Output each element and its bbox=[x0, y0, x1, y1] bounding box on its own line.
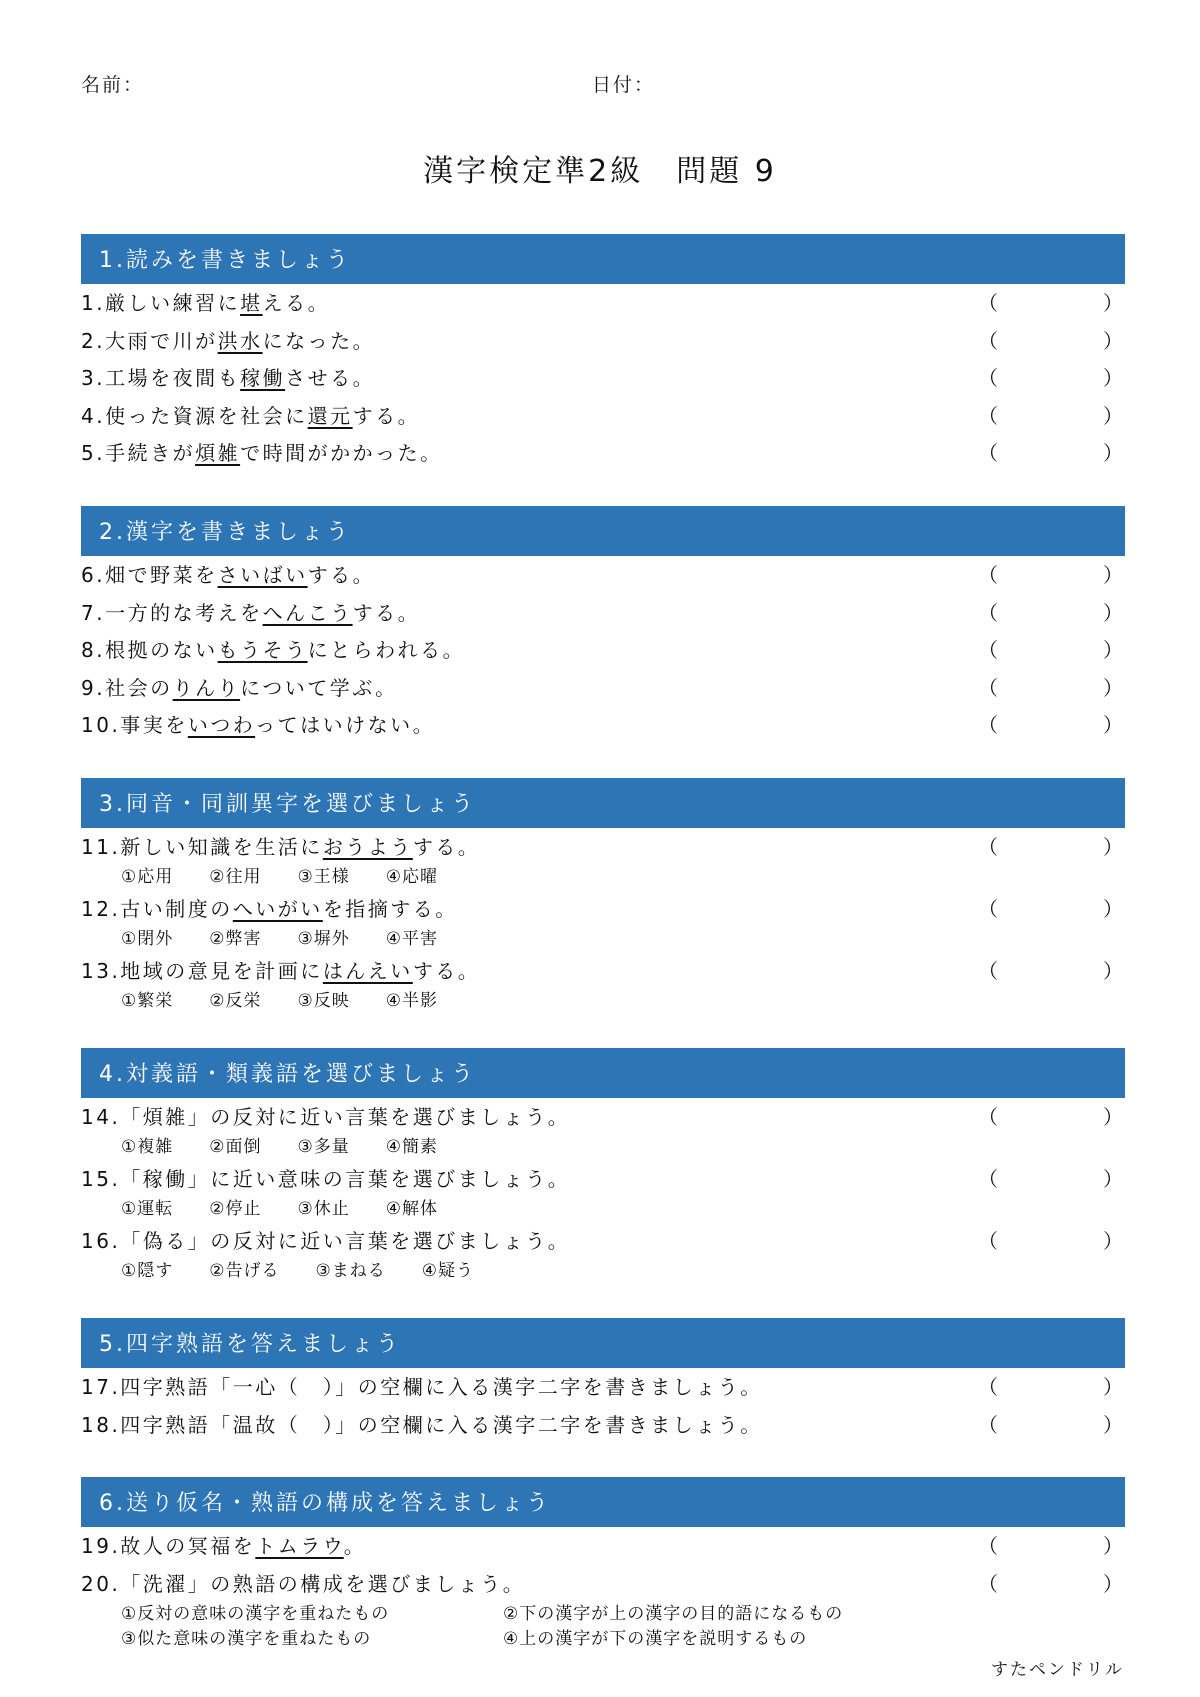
choice[interactable]: ④半影 bbox=[385, 991, 438, 1011]
section-reading bbox=[81, 234, 1125, 475]
answer-box-close: ） bbox=[1103, 366, 1126, 390]
choice[interactable]: ④疑う bbox=[421, 1261, 474, 1281]
choice[interactable]: ④簡素 bbox=[385, 1137, 438, 1157]
footer-brand: すたペンドリル bbox=[991, 1660, 1124, 1680]
choice[interactable]: ④解体 bbox=[385, 1199, 438, 1219]
answer-box-open[interactable]: （ bbox=[978, 1229, 1001, 1253]
answer-box-close: ） bbox=[1103, 291, 1126, 315]
question-7: 7.一方的な考えをへんこうする。 （ ） bbox=[81, 597, 1125, 635]
choice[interactable]: ②面倒 bbox=[209, 1137, 262, 1157]
answer-box-open[interactable]: （ bbox=[978, 959, 1001, 983]
choice[interactable]: ①繁栄 bbox=[121, 991, 174, 1011]
name-label: 名前： bbox=[81, 74, 145, 96]
page-title: 漢字検定準2級 問題 9 bbox=[423, 154, 777, 189]
question-8: 8.根拠のないもうそうにとらわれる。 （ ） bbox=[81, 634, 1125, 672]
section-okurigana-structure bbox=[81, 1477, 1125, 1648]
answer-box-open[interactable]: （ bbox=[978, 1412, 1001, 1437]
answer-box-close: ） bbox=[1103, 1167, 1126, 1191]
answer-box-close: ） bbox=[1103, 1375, 1126, 1399]
answer-box-close: ） bbox=[1103, 600, 1126, 625]
question-10: 10.事実をいつわってはいけない。 （ ） bbox=[81, 709, 1125, 747]
answer-box-open[interactable]: （ bbox=[978, 1167, 1001, 1191]
answer-box-open[interactable]: （ bbox=[978, 1571, 1001, 1596]
question-19: 19.故人の冥福をトムラウ。 （ ） bbox=[81, 1530, 1125, 1568]
choice[interactable]: ③休止 bbox=[297, 1199, 350, 1219]
question-18: 18.四字熟語「温故（ ）」の空欄に入る漢字二字を書きましょう。 （ ） bbox=[81, 1409, 1125, 1447]
answer-box-close: ） bbox=[1103, 959, 1126, 983]
answer-box-close: ） bbox=[1103, 835, 1126, 859]
choice[interactable]: ③まねる bbox=[315, 1261, 386, 1281]
answer-box-close: ） bbox=[1103, 441, 1126, 465]
choice[interactable]: ②往用 bbox=[209, 867, 262, 887]
answer-box-open[interactable]: （ bbox=[978, 897, 1001, 921]
answer-box-close: ） bbox=[1103, 675, 1126, 700]
answer-box-open[interactable]: （ bbox=[978, 1534, 1001, 1558]
section-writing bbox=[81, 506, 1125, 747]
choice[interactable]: ④上の漢字が下の漢字を説明するもの bbox=[503, 1628, 808, 1649]
answer-box-close: ） bbox=[1103, 1534, 1126, 1558]
question-3: 3.工場を夜間も稼働させる。 （ ） bbox=[81, 362, 1125, 400]
answer-box-open[interactable]: （ bbox=[978, 441, 1001, 465]
answer-box-open[interactable]: （ bbox=[978, 675, 1001, 700]
answer-box-open[interactable]: （ bbox=[978, 638, 1001, 662]
choice-list bbox=[121, 1193, 474, 1226]
section-homophones bbox=[81, 778, 1125, 1017]
section-heading: 1.読みを書きましょう bbox=[81, 234, 1125, 287]
choice[interactable]: ②停止 bbox=[209, 1199, 262, 1219]
question-14: 14.「煩雑」の反対に近い言葉を選びましょう。 （ ） ①複雑 ②面倒 ③多量 ④簡素 bbox=[81, 1101, 1125, 1163]
question-2: 2.大雨で川が洪水になった。 （ ） bbox=[81, 325, 1125, 363]
choice-list bbox=[121, 985, 474, 1018]
answer-box-open[interactable]: （ bbox=[978, 403, 1001, 428]
section-heading: 4.対義語・類義語を選びましょう bbox=[81, 1048, 1125, 1101]
question-20: 20.「洗濯」の熟語の構成を選びましょう。 （ ） ①反対の意味の漢字を重ねたもの ②下の漢字が上の漢字の目的語になるもの ③似た意味の漢字を重ねたもの ④上の漢字が下の漢字を説明するもの bbox=[81, 1568, 1125, 1648]
answer-box-close: ） bbox=[1103, 1571, 1126, 1596]
section-heading: 2.漢字を書きましょう bbox=[81, 506, 1125, 559]
answer-box-open[interactable]: （ bbox=[978, 600, 1001, 625]
question-16: 16.「偽る」の反対に近い言葉を選びましょう。 （ ） ①隠す ②告げる ③まねる ④疑う bbox=[81, 1225, 1125, 1287]
answer-box-close: ） bbox=[1103, 1412, 1126, 1437]
choice[interactable]: ④平害 bbox=[385, 929, 438, 949]
answer-box-open[interactable]: （ bbox=[978, 291, 1001, 315]
answer-box-close: ） bbox=[1103, 328, 1126, 353]
choice[interactable]: ②反栄 bbox=[209, 991, 262, 1011]
question-9: 9.社会のりんりについて学ぶ。 （ ） bbox=[81, 672, 1125, 710]
choice[interactable]: ①複雑 bbox=[121, 1137, 174, 1157]
question-13: 13.地域の意見を計画にはんえいする。 （ ） ①繁栄 ②反栄 ③反映 ④半影 bbox=[81, 955, 1125, 1017]
answer-box-close: ） bbox=[1103, 1105, 1126, 1129]
choice-list bbox=[121, 1131, 474, 1164]
answer-box-close: ） bbox=[1103, 897, 1126, 921]
choice[interactable]: ②弊害 bbox=[209, 929, 262, 949]
answer-box-open[interactable]: （ bbox=[978, 328, 1001, 353]
date-label: 日付： bbox=[592, 74, 656, 96]
section-yoji-jukugo bbox=[81, 1318, 1125, 1446]
choice[interactable]: ②下の漢字が上の漢字の目的語になるもの bbox=[503, 1603, 844, 1624]
choice-list bbox=[121, 1255, 510, 1288]
question-12: 12.古い制度のへいがいを指摘する。 （ ） ①閉外 ②弊害 ③塀外 ④平害 bbox=[81, 893, 1125, 955]
choice[interactable]: ①反対の意味の漢字を重ねたもの bbox=[121, 1603, 390, 1624]
answer-box-open[interactable]: （ bbox=[978, 563, 1001, 587]
section-heading: 3.同音・同訓異字を選びましょう bbox=[81, 778, 1125, 831]
choice[interactable]: ①閉外 bbox=[121, 929, 174, 949]
question-4: 4.使った資源を社会に還元する。 （ ） bbox=[81, 400, 1125, 438]
choice[interactable]: ④応曜 bbox=[385, 867, 438, 887]
answer-box-close: ） bbox=[1103, 1229, 1126, 1253]
answer-box-close: ） bbox=[1103, 563, 1126, 587]
section-heading: 6.送り仮名・熟語の構成を答えましょう bbox=[81, 1477, 1125, 1530]
choice[interactable]: ①応用 bbox=[121, 867, 174, 887]
section-antonyms-synonyms bbox=[81, 1048, 1125, 1287]
choice[interactable]: ①隠す bbox=[121, 1261, 174, 1281]
question-11: 11.新しい知識を生活におうようする。 （ ） ①応用 ②往用 ③王様 ④応曜 bbox=[81, 831, 1125, 893]
choice[interactable]: ③王様 bbox=[297, 867, 350, 887]
answer-box-open[interactable]: （ bbox=[978, 366, 1001, 390]
answer-box-close: ） bbox=[1103, 713, 1126, 737]
choice[interactable]: ③反映 bbox=[297, 991, 350, 1011]
answer-box-close: ） bbox=[1103, 403, 1126, 428]
question-6: 6.畑で野菜をさいばいする。 （ ） bbox=[81, 559, 1125, 597]
choice[interactable]: ①運転 bbox=[121, 1199, 174, 1219]
choice[interactable]: ③似た意味の漢字を重ねたもの bbox=[121, 1628, 372, 1649]
answer-box-open[interactable]: （ bbox=[978, 713, 1001, 737]
question-17: 17.四字熟語「一心（ ）」の空欄に入る漢字二字を書きましょう。 （ ） bbox=[81, 1371, 1125, 1409]
answer-box-open[interactable]: （ bbox=[978, 1105, 1001, 1129]
choice[interactable]: ②告げる bbox=[209, 1261, 280, 1281]
choice[interactable]: ③塀外 bbox=[297, 929, 350, 949]
choice[interactable]: ③多量 bbox=[297, 1137, 350, 1157]
answer-box-open[interactable]: （ bbox=[978, 835, 1001, 859]
choice-list bbox=[121, 861, 474, 894]
section-heading: 5.四字熟語を答えましょう bbox=[81, 1318, 1125, 1371]
answer-box-open[interactable]: （ bbox=[978, 1375, 1001, 1399]
question-1: 1.厳しい練習に堪える。 （ ） bbox=[81, 287, 1125, 325]
choice-list bbox=[121, 923, 474, 956]
answer-box-close: ） bbox=[1103, 638, 1126, 662]
question-15: 15.「稼働」に近い意味の言葉を選びましょう。 （ ） ①運転 ②停止 ③休止 ④解体 bbox=[81, 1163, 1125, 1225]
question-5: 5.手続きが煩雑で時間がかかった。 （ ） bbox=[81, 437, 1125, 475]
